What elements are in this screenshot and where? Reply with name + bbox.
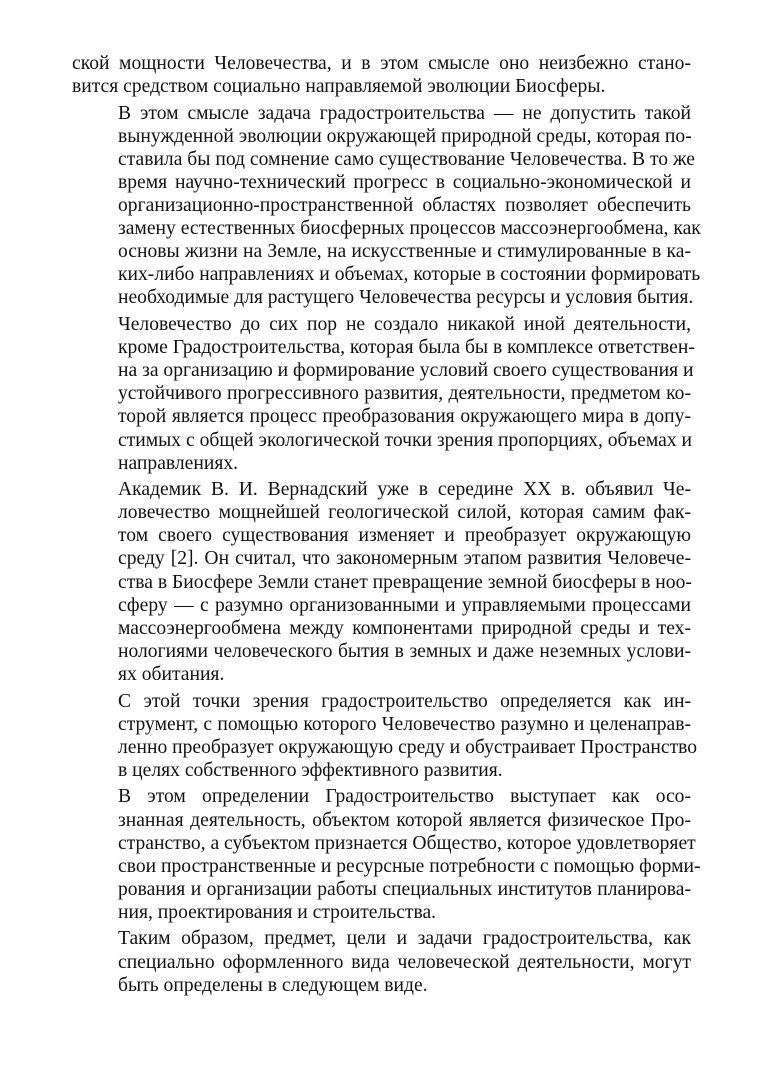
text-line: ловечество мощнейшей геологической силой, которая самим фак- xyxy=(118,502,691,524)
text-line: ях обитания. xyxy=(118,663,225,685)
text-line: рования и организации работы специальных институтов планирова- xyxy=(118,878,691,900)
text-line: В этом смысле задача градостроительства — не допустить такой xyxy=(118,102,691,124)
paragraph xyxy=(72,785,701,924)
text-line: организационно-пространственной областях позволяет обеспечить xyxy=(118,195,691,217)
text-line: время научно-технический прогресс в социально-экономической и xyxy=(118,171,691,193)
text-line: стимых с общей экологической точки зрения пропорциях, объемах и xyxy=(118,429,692,451)
paragraph xyxy=(72,690,698,782)
text-line: ской мощности Человечества, и в этом смысле оно неизбежно стано- xyxy=(72,53,691,74)
paragraph xyxy=(72,102,701,310)
text-line: странство, а субъектом признается Общество, которое удовлетворяет xyxy=(118,832,696,854)
text-line: быть определены в следующем виде. xyxy=(118,974,428,996)
text-line: на за организацию и формирование условий своего существования и xyxy=(118,360,694,382)
text-line: струмент, с помощью которого Человечество разумно и целенаправ- xyxy=(118,713,691,735)
text-line: Человечество до сих пор не создало никакой иной деятельности, xyxy=(118,314,691,336)
text-line: ставила бы под сомнение само существование Человечества. В то же xyxy=(118,148,695,170)
text-line: нологиями человеческого бытия в земных и даже неземных услови- xyxy=(118,640,691,662)
text-line: Таким образом, предмет, цели и задачи градостроительства, как xyxy=(118,928,691,950)
text-line: торой является процесс преобразования окружающего мира в допу- xyxy=(118,406,691,428)
paragraph xyxy=(72,313,695,475)
text-line: ленно преобразует окружающую среду и обустраивает Пространство xyxy=(118,736,698,758)
text-line: устойчивого прогрессивного развития, деятельности, предметом ко- xyxy=(118,383,691,405)
text-line: С этой точки зрения градостроительство определяется как ин- xyxy=(118,690,691,712)
text-line: кроме Градостроительства, которая была бы в комплексе ответствен- xyxy=(118,337,695,359)
paragraph xyxy=(72,927,691,996)
text-line: знанная деятельность, объектом которой является физическое Про- xyxy=(118,809,691,831)
text-line: замену естественных биосферных процессов массоэнергообмена, как xyxy=(118,218,701,240)
paragraph xyxy=(72,478,691,686)
text-line: свои пространственные и ресурсные потребности с помощью форми- xyxy=(118,855,701,877)
text-line: ства в Биосфере Земли станет превращение земной биосферы в ноо- xyxy=(118,571,692,593)
text-line: ния, проектирования и строительства. xyxy=(118,901,437,923)
text-line: основы жизни на Земле, на искусственные и стимулированные в ка- xyxy=(118,241,691,263)
text-line: в целях собственного эффективного развития. xyxy=(118,759,503,781)
text-line: необходимые для растущего Человечества ресурсы и условия бытия. xyxy=(118,287,694,309)
text-line: Академик В. И. Вернадский уже в середине XX в. объявил Че- xyxy=(118,479,691,501)
text-line: массоэнергообмена между компонентами природной среды и тех- xyxy=(118,617,691,639)
text-line: специально оформленного вида человеческой деятельности, могут xyxy=(118,951,691,973)
paragraph xyxy=(72,52,691,98)
text-line: том своего существования изменяет и преобразует окружающую xyxy=(118,525,691,547)
text-line: В этом определении Градостроительство выступает как осо- xyxy=(118,786,691,808)
text-line: сферу — с разумно организованными и управляемыми процессами xyxy=(118,594,691,616)
text-line: вится средством социально направляемой эволюции Биосферы. xyxy=(72,76,606,98)
text-line: среду [2]. Он считал, что закономерным этапом развития Человече- xyxy=(118,548,691,570)
text-line: направлениях. xyxy=(118,452,239,474)
text-line: вынужденной эволюции окружающей природной среды, которая по- xyxy=(118,125,692,147)
document-page xyxy=(72,52,701,1000)
text-line: ких-либо направлениях и объемах, которые в состоянии формировать xyxy=(118,264,701,286)
